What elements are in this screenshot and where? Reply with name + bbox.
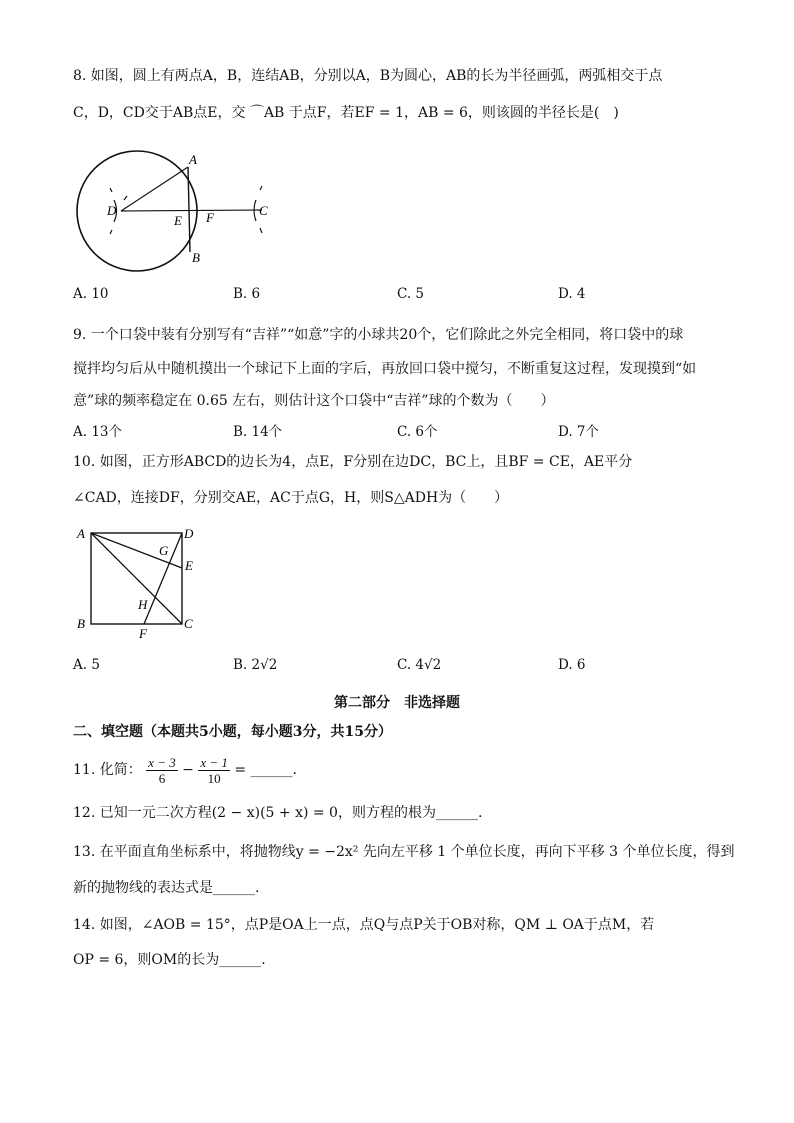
q9-option-a[interactable]: A. 13个 xyxy=(73,424,123,440)
q10-label-f: F xyxy=(139,626,147,641)
q10-label-a: A xyxy=(77,526,85,541)
q10-label-h: H xyxy=(138,597,148,612)
q10-label-d: D xyxy=(184,526,194,541)
q9-text-line1: 9. 一个口袋中装有分别写有“吉祥”“如意”字的小球共20个，它们除此之外完全相同，将口袋中的球 xyxy=(73,327,684,343)
q9-text-line3: 意”球的频率稳定在 0.65 左右，则估计这个口袋中“吉祥”球的个数为（ ） xyxy=(73,393,555,409)
q13-text-line1: 13. 在平面直角坐标系中，将抛物线y = −2x² 先向左平移 1 个单位长度，再向下平移 3 个单位长度，得到 xyxy=(73,844,735,860)
q8-segment-ab xyxy=(188,167,190,252)
q12-text: 12. 已知一元二次方程(2 − x)(5 + x) = 0，则方程的根为______. xyxy=(73,805,483,821)
q11-fraction-2-numerator: x − 1 xyxy=(200,754,228,770)
q8-label-c: C xyxy=(259,203,268,218)
q11-minus: − xyxy=(182,762,194,778)
q8-option-d[interactable]: D. 4 xyxy=(558,286,586,302)
q8-option-b[interactable]: B. 6 xyxy=(233,286,261,302)
q13-text-line2: 新的抛物线的表达式是______. xyxy=(73,880,260,896)
q11-fraction-1 xyxy=(146,755,178,786)
q10-option-d[interactable]: D. 6 xyxy=(558,657,586,673)
q9-option-b[interactable]: B. 14个 xyxy=(233,424,283,440)
q10-text-line2: ∠CAD，连接DF，分别交AE，AC于点G，H，则S△ADH为（ ） xyxy=(73,490,509,506)
q8-option-a[interactable]: A. 10 xyxy=(73,286,109,302)
q8-label-e: E xyxy=(174,213,182,228)
section-title: 第二部分 非选择题 xyxy=(334,695,460,711)
q10-option-c[interactable]: C. 4√2 xyxy=(397,657,442,673)
q11-line xyxy=(73,752,297,788)
q10-option-a[interactable]: A. 5 xyxy=(73,657,100,673)
q11-answer-blank[interactable]: = ______. xyxy=(234,762,297,778)
section-subtitle: 二、填空题（本题共5小题，每小题3分，共15分） xyxy=(73,724,392,740)
q11-fraction-1-numerator: x − 3 xyxy=(148,754,176,770)
q8-label-a: A xyxy=(189,152,197,167)
q10-label-c: C xyxy=(184,616,193,631)
q10-label-g: G xyxy=(159,543,169,558)
q8-segment-dc xyxy=(121,210,262,211)
q10-option-b[interactable]: B. 2√2 xyxy=(233,657,278,673)
q14-text-line2: OP = 6，则OM的长为______. xyxy=(73,952,266,968)
q14-text-line1: 14. 如图，∠AOB = 15°，点P是OA上一点，点Q与点P关于OB对称，QM ⊥ OA于点M，若 xyxy=(73,917,655,933)
q8-text-line1: 8. 如图，圆上有两点A，B，连结AB，分别以A，B为圆心，AB的长为半径画弧，两弧相交于点 xyxy=(73,68,663,84)
q9-option-c[interactable]: C. 6个 xyxy=(397,424,438,440)
q9-option-d[interactable]: D. 7个 xyxy=(558,424,600,440)
q10-label-e: E xyxy=(185,558,193,573)
q11-fraction-1-denominator: 6 xyxy=(158,770,166,786)
q10-label-b: B xyxy=(77,616,85,631)
q8-label-b: B xyxy=(192,250,200,265)
q11-fraction-2-denominator: 10 xyxy=(207,770,221,786)
q8-circle-figure xyxy=(74,148,284,274)
q8-segment-da xyxy=(121,167,188,211)
q11-fraction-2 xyxy=(198,755,230,786)
q9-text-line2: 搅拌均匀后从中随机摸出一个球记下上面的字后，再放回口袋中搅匀，不断重复这过程，发现摸到“如 xyxy=(73,361,697,377)
q11-prefix: 11. 化简： xyxy=(73,762,142,778)
q8-text-line2: C，D，CD交于AB点E，交 ⌒AB 于点F，若EF = 1，AB = 6，则该圆的半径长是( ) xyxy=(73,105,619,121)
q8-option-c[interactable]: C. 5 xyxy=(397,286,425,302)
q10-text-line1: 10. 如图，正方形ABCD的边长为4，点E，F分别在边DC，BC上，且BF = CE，AE平分 xyxy=(73,454,633,470)
q8-label-f: F xyxy=(206,210,214,225)
q8-label-d: D xyxy=(107,203,117,218)
q10-square-figure xyxy=(74,522,204,644)
